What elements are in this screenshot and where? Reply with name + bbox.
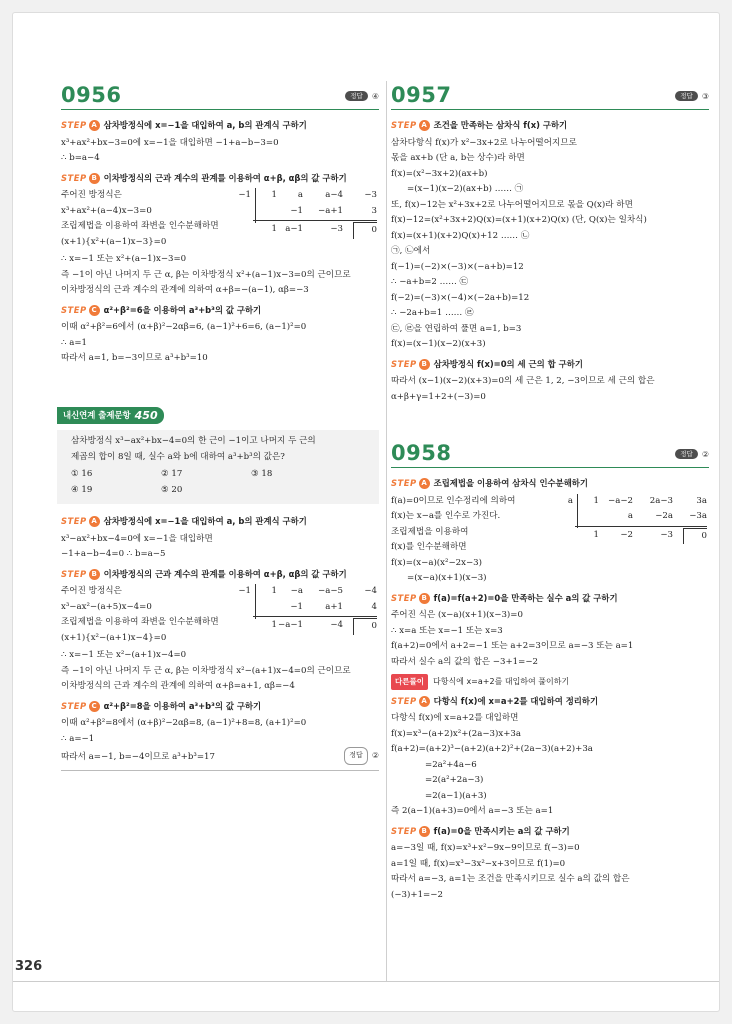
synthetic-division-block	[391, 494, 709, 587]
solution-line: (−3)+1=−2	[391, 889, 443, 900]
solution-line: 따라서 (x−1)(x−2)(x+3)=0의 세 근은 1, 2, −3이므로 세 근의 합은	[391, 376, 655, 386]
problem-header-0958	[391, 441, 709, 468]
step-label: STEP	[61, 700, 87, 711]
solution-line: 또, f(x)−12는 x²+3x+2로 나누어떨어지므로 몫을 Q(x)라 하면	[391, 199, 633, 210]
synth-cell: a+1	[325, 601, 343, 612]
step-label: STEP	[61, 516, 87, 526]
problem-number: 0958	[391, 441, 452, 465]
solution-line: (x+1){x²−(a+1)x−4}=0	[61, 632, 167, 643]
solution-line: 따라서 a=−1, b=−4이므로 a³+b³=17	[61, 751, 215, 762]
solution-line: f(x)=(x+1)(x+2)Q(x)+12 …… ㉡	[391, 230, 530, 241]
solution-line: =2(a²+2a−3)	[425, 775, 484, 785]
answer-indicator	[345, 89, 379, 105]
solution-line: ∴ x=−1 또는 x²+(a−1)x−3=0	[61, 254, 187, 264]
solution-line: f(x)는 x−a를 인수로 가진다.	[391, 511, 501, 521]
solution-line: f(x)=x³−(a+2)x²+(2a−3)x+3a	[391, 728, 522, 739]
synthetic-division-block	[61, 188, 379, 250]
band-label: 내신연계 출제문항	[63, 409, 131, 420]
solution-line: 따라서 a=1, b=−3이므로 a³+b³=10	[61, 353, 208, 363]
step-heading	[391, 694, 709, 710]
problem-header-0956	[61, 83, 379, 110]
synth-cell: −4	[330, 620, 343, 630]
synth-cell: −a	[290, 586, 303, 596]
step-heading	[61, 171, 379, 187]
step-label: STEP	[391, 592, 417, 603]
synthetic-division-block	[61, 584, 379, 646]
step-letter: C	[89, 305, 100, 316]
solution-line: 주어진 방정식은	[61, 190, 122, 200]
synth-root: −1	[238, 586, 251, 596]
synth-cell: 1	[593, 529, 599, 540]
solution-line: ∴ −2a+b=1 …… ㉣	[391, 308, 474, 318]
solution-line: 몫을 ax+b (단 a, b는 상수)라 하면	[391, 153, 525, 163]
solution-line: f(−2)=(−3)×(−4)×(−2a+b)=12	[391, 292, 530, 303]
step-letter: B	[89, 173, 100, 184]
step-letter: B	[89, 569, 100, 580]
solution-line: −1+a−b−4=0 ∴ b=a−5	[61, 549, 166, 559]
solution-line: 주어진 방정식은	[61, 586, 122, 596]
synth-remainder: 0	[683, 528, 707, 545]
solution-line: ㉠, ㉡에서	[391, 246, 431, 256]
synth-cell: −a−5	[318, 586, 343, 596]
step-heading	[391, 357, 709, 373]
solution-line: ∴ a=−1	[61, 733, 95, 744]
step-heading	[61, 118, 379, 134]
solution-line: f(−1)=(−2)×(−3)×(−a+b)=12	[391, 261, 524, 272]
synth-cell: −a+1	[318, 205, 343, 216]
step-letter: A	[419, 120, 430, 131]
step-letter: A	[419, 478, 430, 489]
synth-cell: −1	[290, 205, 303, 216]
synth-cell: 1	[271, 190, 277, 200]
answer-value: ④	[371, 91, 379, 101]
solution-line: ∴ b=a−4	[61, 153, 100, 163]
textbook-page	[12, 12, 720, 1012]
step-label: STEP	[61, 172, 87, 183]
synth-cell: −3	[364, 190, 377, 200]
answer-value: ③	[701, 91, 709, 101]
synth-cell: −2	[620, 529, 633, 540]
step-letter: A	[89, 120, 100, 131]
solution-line: ∴ x=a 또는 x=−1 또는 x=3	[391, 625, 503, 636]
solution-line: (x+1){x²+(a−1)x−3}=0	[61, 236, 167, 247]
solution-line: f(a+2)=0에서 a+2=−1 또는 a+2=3이므로 a=−3 또는 a=1	[391, 641, 634, 651]
step-heading	[61, 567, 379, 583]
solution-line: x³+ax²+(a−4)x−3=0	[61, 205, 152, 216]
step-label: STEP	[61, 120, 87, 130]
step-title: α²+β²=6을 이용하여 a³+b³의 값 구하기	[103, 304, 262, 315]
step-label: STEP	[61, 568, 87, 579]
solution-line: ∴ −a+b=2 …… ㉢	[391, 277, 469, 287]
synth-cell: 4	[371, 601, 377, 612]
solution-line: f(x)를 인수분해하면	[391, 542, 467, 552]
solution-line: 다항식 f(x)에 x=a+2를 대입하면	[391, 713, 519, 723]
solution-line: f(x)=(x−a)(x²−2x−3)	[391, 557, 482, 568]
synth-cell: 2a−3	[649, 495, 673, 506]
step-letter: B	[419, 826, 430, 837]
synth-cell: 3a	[696, 495, 707, 506]
solution-line: 이차방정식의 근과 계수의 관계에 의하여 α+β=−(a−1), αβ=−3	[61, 285, 309, 295]
solution-line: f(a+2)=(a+2)³−(a+2)(a+2)²+(2a−3)(a+2)+3a	[391, 744, 593, 754]
synthetic-division-table	[557, 494, 707, 545]
synth-remainder: 0	[353, 222, 377, 239]
synth-cell: −3	[330, 224, 343, 234]
synth-cell: a	[627, 511, 633, 521]
synth-cell: 1	[271, 620, 277, 630]
solution-line: 따라서 실수 a의 값의 합은 −3+1=−2	[391, 656, 539, 667]
solution-line: f(x)=(x−1)(x−2)(x+3)	[391, 339, 486, 349]
solution-line: 이때 α²+β²=6에서 (α+β)²−2αβ=6, (a−1)²+6=6, (a−1)²=0	[61, 322, 307, 332]
answer-indicator	[675, 447, 709, 463]
step-title: 삼차방정식 f(x)=0의 세 근의 합 구하기	[433, 358, 583, 369]
solution-line: 즉 2(a−1)(a+3)=0에서 a=−3 또는 a=1	[391, 806, 554, 816]
synth-root: a	[567, 495, 573, 506]
step-title: 조립제법을 이용하여 삼차식 인수분해하기	[433, 478, 588, 488]
answer-indicator	[344, 747, 379, 765]
choice: ⑤ 20	[161, 484, 183, 495]
synth-remainder: 0	[353, 618, 377, 635]
solution-line: x³−ax²−(a+5)x−4=0	[61, 601, 152, 612]
synth-cell: a−1	[285, 224, 303, 234]
left-column	[61, 83, 379, 771]
step-letter: B	[419, 593, 430, 604]
solution-line: =2a²+4a−6	[425, 759, 477, 770]
step-title: f(a)=0을 만족시키는 a의 값 구하기	[433, 825, 570, 836]
choice: ② 17	[161, 469, 183, 479]
step-letter: C	[89, 701, 100, 712]
answer-choices	[71, 467, 369, 498]
step-title: 다항식 f(x)에 x=a+2를 대입하여 정리하기	[433, 695, 599, 706]
answer-indicator	[675, 89, 709, 105]
alt-solution-title: 다항식에 x=a+2를 대입하여 풀이하기	[432, 677, 570, 686]
synth-cell: −3a	[689, 511, 707, 521]
synthetic-division-table	[235, 188, 377, 239]
synthetic-division-table	[235, 584, 377, 635]
synth-cell: −3	[660, 529, 673, 540]
synth-cell: a−4	[325, 190, 343, 200]
step-title: 이차방정식의 근과 계수의 관계를 이용하여 α+β, αβ의 값 구하기	[103, 172, 347, 183]
step-letter: A	[419, 696, 430, 707]
solution-line: 즉 −1이 아닌 나머지 두 근 α, β는 이차방정식 x²−(a+1)x−4=0의 근이므로	[61, 665, 351, 676]
step-letter: B	[419, 359, 430, 370]
solution-line: x³−ax²+bx−4=0에 x=−1을 대입하면	[61, 533, 213, 544]
solution-line: 삼차다항식 f(x)가 x²−3x+2로 나누어떨어지므로	[391, 137, 577, 148]
column-divider	[386, 81, 387, 981]
step-heading	[391, 591, 709, 607]
step-title: 조건을 만족하는 삼차식 f(x) 구하기	[433, 120, 568, 130]
synth-cell: 1	[271, 586, 277, 596]
step-letter: A	[89, 516, 100, 527]
step-title: 삼차방정식에 x=−1을 대입하여 a, b의 관계식 구하기	[103, 516, 307, 526]
solution-line: a=1일 때, f(x)=x³−3x²−x+3이므로 f(1)=0	[391, 858, 566, 869]
choice: ① 16	[71, 469, 93, 479]
problem-header-0957	[391, 83, 709, 110]
right-column	[391, 83, 709, 903]
synth-cell: 1	[593, 495, 599, 506]
solution-line: =2(a−1)(a+3)	[425, 790, 487, 801]
synth-cell: 1	[271, 224, 277, 234]
answer-badge: 정답	[345, 91, 368, 101]
answer-badge: 정답	[675, 91, 698, 101]
answer-badge: 정답	[675, 449, 698, 459]
step-label: STEP	[61, 304, 87, 315]
page-number: 326	[15, 959, 43, 974]
synth-cell: 3	[371, 205, 377, 216]
choice: ④ 19	[71, 484, 93, 495]
synth-cell: −2a	[655, 511, 673, 521]
synth-cell: −1	[290, 601, 303, 612]
linked-problem-band	[57, 407, 164, 425]
band-number: 450	[134, 408, 158, 422]
step-label: STEP	[391, 825, 417, 836]
alternate-solution-header	[391, 674, 709, 690]
step-label: STEP	[391, 120, 417, 130]
solution-line: 즉 −1이 아닌 나머지 두 근 α, β는 이차방정식 x²+(a−1)x−3=0의 근이므로	[61, 269, 351, 280]
synth-cell: −a−2	[608, 495, 633, 506]
footer-rule	[13, 981, 719, 982]
solution-line: f(x)=(x²−3x+2)(ax+b)	[391, 168, 488, 179]
step-title: α²+β²=8을 이용하여 a³+b³의 값 구하기	[103, 700, 262, 711]
solution-line: 이때 α²+β²=8에서 (α+β)²−2αβ=8, (a−1)²+8=8, (a+1)²=0	[61, 718, 307, 728]
step-label: STEP	[391, 695, 417, 706]
problem-text: 제곱의 합이 8일 때, 실수 a와 b에 대하여 a³+b³의 값은?	[71, 451, 285, 462]
solution-line: ∴ x=−1 또는 x²−(a+1)x−4=0	[61, 650, 187, 660]
synth-cell: −4	[364, 586, 377, 596]
step-label: STEP	[391, 358, 417, 369]
solution-line: 조립제법을 이용하여 좌변을 인수분해하면	[61, 617, 219, 627]
problem-number: 0956	[61, 83, 122, 107]
solution-line: f(a)=0이므로 인수정리에 의하여	[391, 495, 516, 506]
step-heading	[391, 118, 709, 134]
answer-value: ②	[701, 449, 709, 459]
step-heading	[61, 699, 379, 715]
linked-problem-box	[57, 430, 379, 504]
problem-number: 0957	[391, 83, 452, 107]
step-heading	[61, 514, 379, 530]
solution-line: f(x)−12=(x²+3x+2)Q(x)=(x+1)(x+2)Q(x) (단, Q(x)는 일차식)	[391, 215, 647, 225]
solution-line: 따라서 a=−3, a=1는 조건을 만족시키므로 실수 a의 값의 합은	[391, 874, 630, 884]
solution-line: x³+ax²+bx−3=0에 x=−1을 대입하면 −1+a−b−3=0	[61, 137, 279, 148]
solution-line: α+β+γ=1+2+(−3)=0	[391, 391, 486, 402]
solution-line: ∴ a=1	[61, 337, 87, 348]
step-title: 이차방정식의 근과 계수의 관계를 이용하여 α+β, αβ의 값 구하기	[103, 568, 347, 579]
synth-cell: −a−1	[278, 620, 303, 630]
answer-badge: 정답	[344, 747, 368, 765]
solution-line: 조립제법을 이용하여 좌변을 인수분해하면	[61, 221, 219, 231]
step-title: 삼차방정식에 x=−1을 대입하여 a, b의 관계식 구하기	[103, 120, 307, 130]
alt-solution-badge: 다른풀이	[391, 674, 428, 690]
problem-text: 삼차방정식 x³−ax²+bx−4=0의 한 근이 −1이고 나머지 두 근의	[71, 436, 316, 446]
step-title: f(a)=f(a+2)=0을 만족하는 실수 a의 값 구하기	[433, 592, 618, 603]
step-heading	[61, 303, 379, 319]
solution-line: =(x−1)(x−2)(ax+b) …… ㉠	[407, 184, 524, 194]
solution-line: 주어진 식은 (x−a)(x+1)(x−3)=0	[391, 610, 523, 620]
solution-line: 이차방정식의 근과 계수의 관계에 의하여 α+β=a+1, αβ=−4	[61, 681, 295, 691]
solution-line: =(x−a)(x+1)(x−3)	[407, 573, 487, 583]
step-heading	[391, 476, 709, 492]
final-answer-line	[61, 747, 379, 771]
synth-cell: a	[297, 190, 303, 200]
step-heading	[391, 824, 709, 840]
answer-value: ②	[371, 751, 379, 760]
step-label: STEP	[391, 478, 417, 488]
choice: ③ 18	[251, 469, 273, 479]
synth-root: −1	[238, 190, 251, 200]
solution-line: ㉢, ㉣을 연립하여 풀면 a=1, b=3	[391, 323, 522, 334]
solution-line: a=−3일 때, f(x)=x³+x²−9x−9이므로 f(−3)=0	[391, 843, 580, 853]
solution-line: 조립제법을 이용하여	[391, 526, 469, 537]
